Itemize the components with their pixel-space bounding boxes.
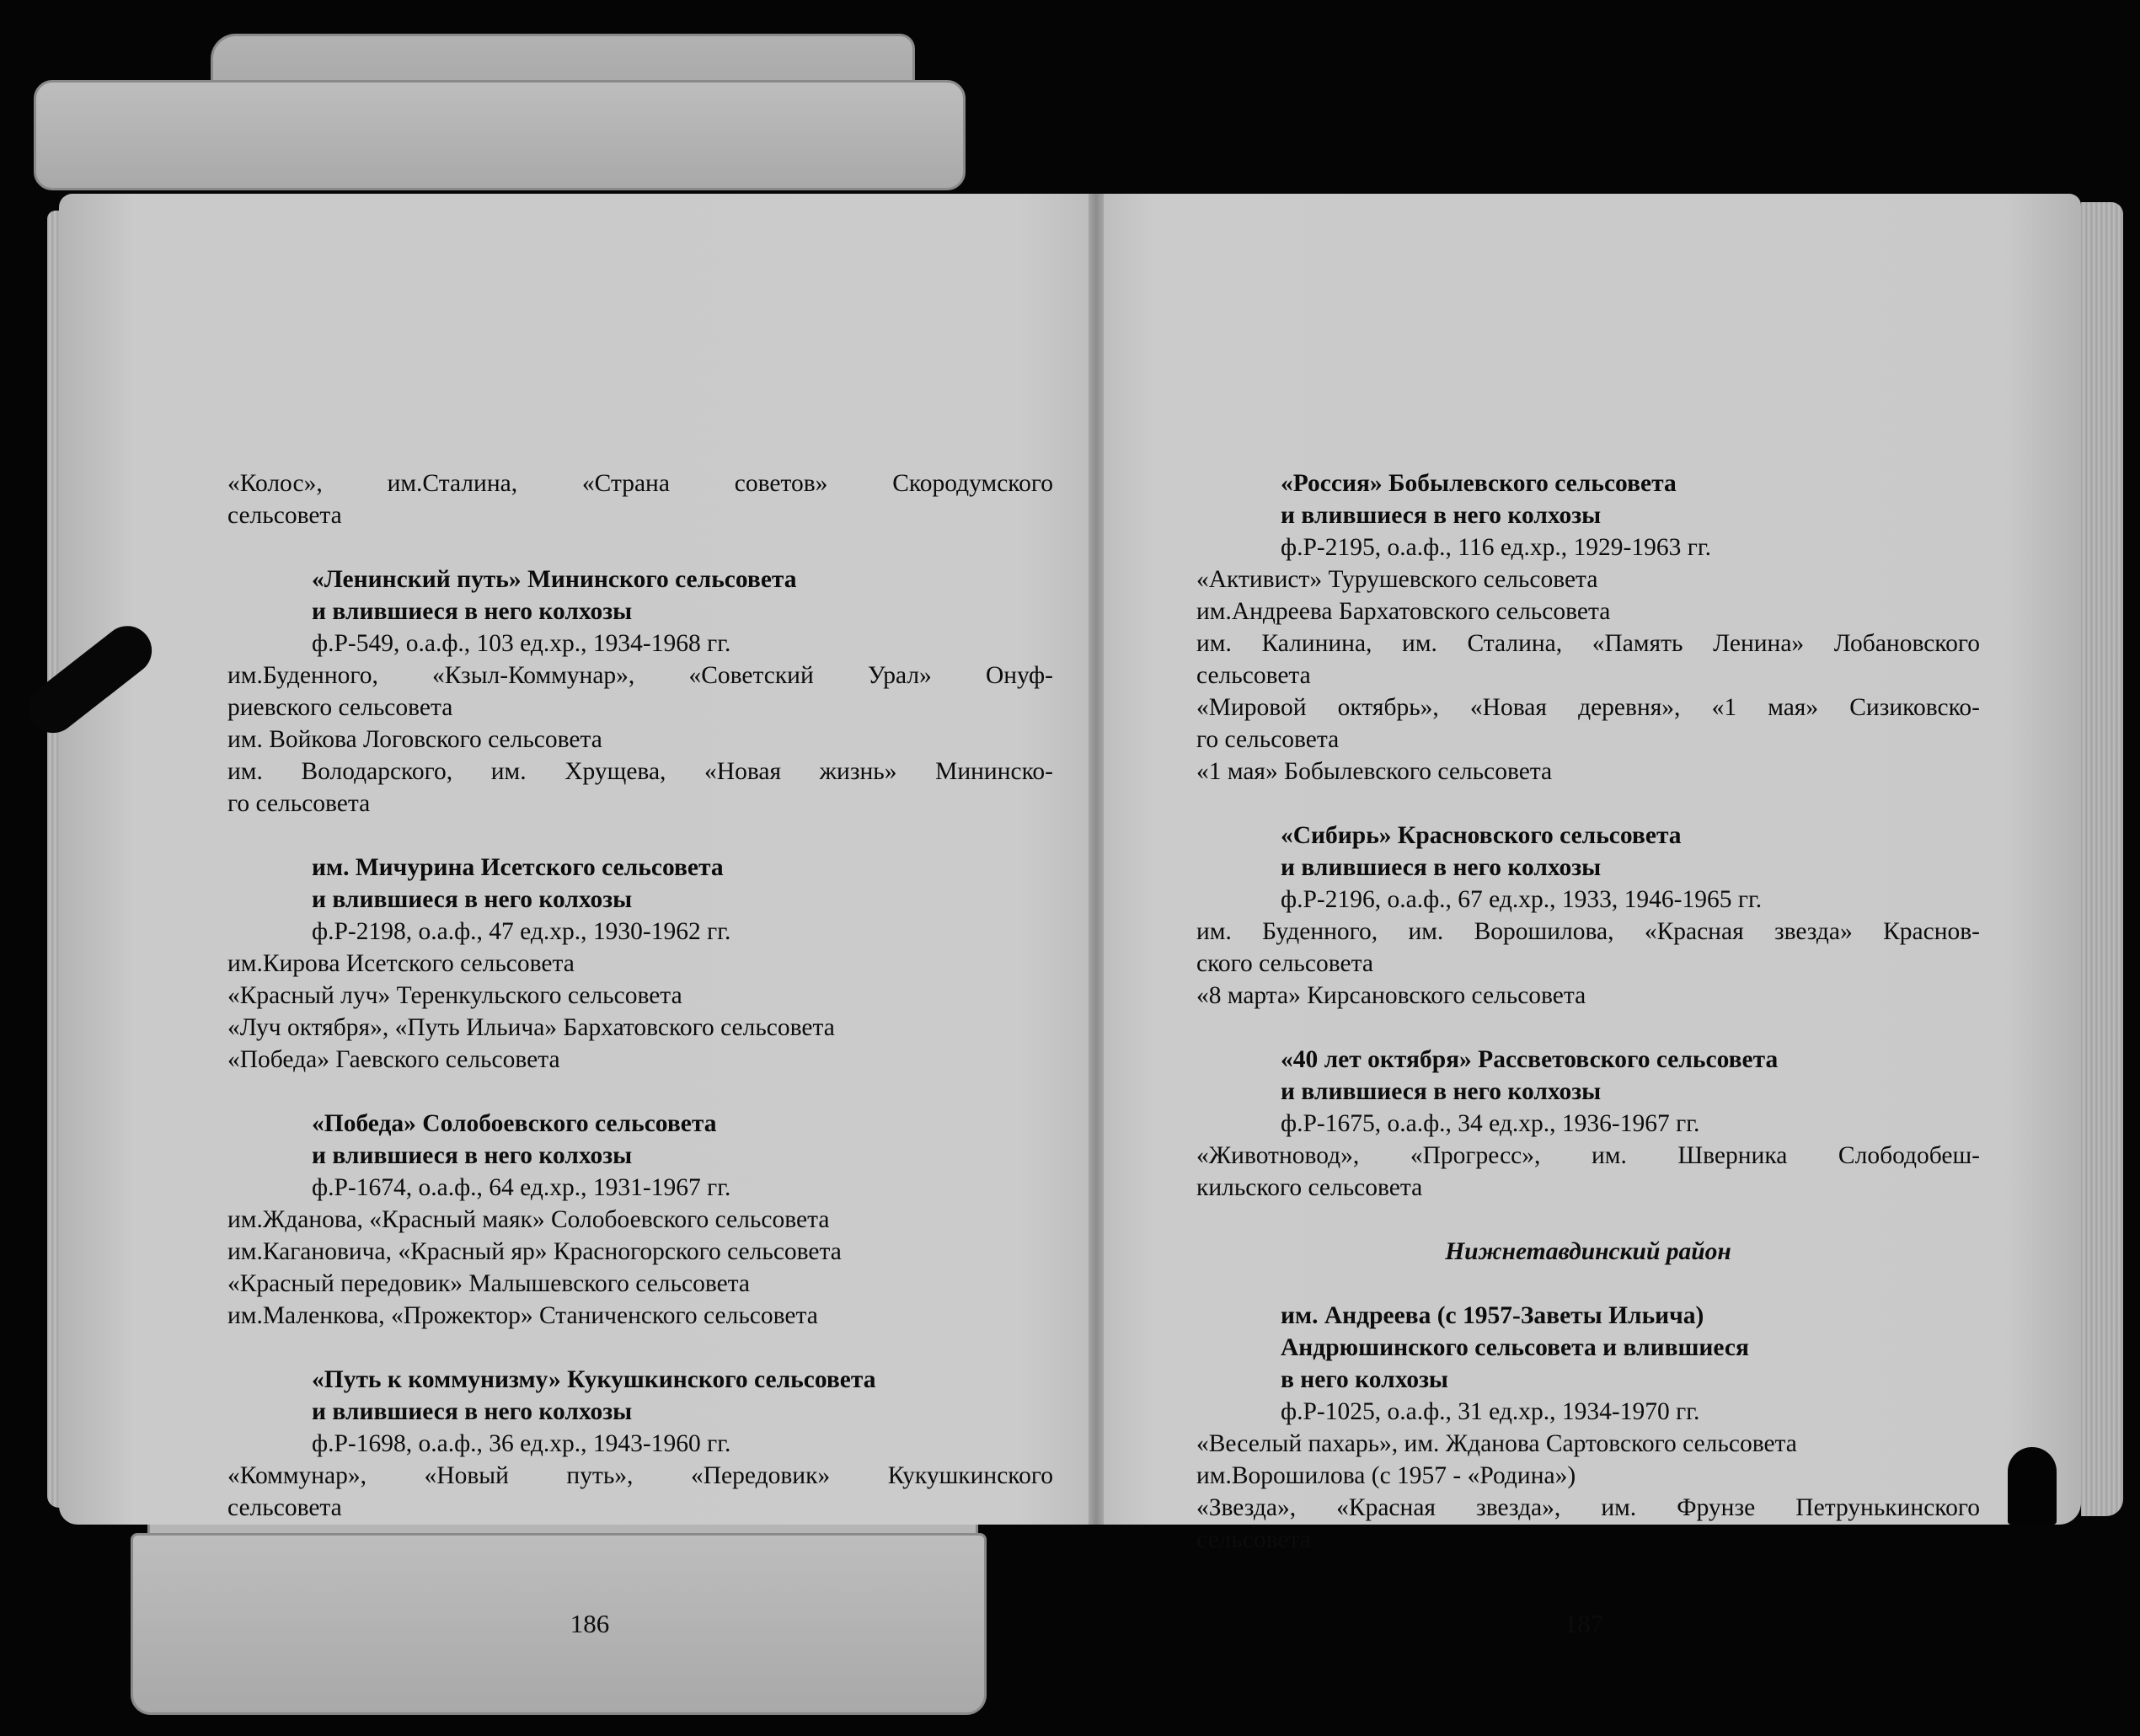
blank-line [1196, 1204, 1980, 1236]
fond-reference: ф.Р-1698, о.а.ф., 36 ед.хр., 1943-1960 гг. [312, 1430, 731, 1457]
text-line: им. Войкова Логовского сельсовета [227, 726, 602, 753]
blank-line [1196, 1268, 1980, 1300]
text-line: им. Калинина, им. Сталина, «Память Ленина» Лобановского [1196, 630, 1980, 657]
text-line: риевского сельсовета [227, 694, 453, 721]
text-line: го сельсовета [227, 790, 371, 817]
text-line: «Животновод», «Прогресс», им. Шверника Слободобеш- [1196, 1142, 1980, 1169]
text-line: «Веселый пахарь», им. Жданова Сартовского сельсовета [1196, 1430, 1797, 1457]
collection-heading: им. Мичурина Исетского сельсовета [312, 854, 724, 881]
collection-heading: и влившиеся в него колхозы [1281, 854, 1602, 881]
right-page-text [1196, 467, 1980, 1556]
foam-support-top [34, 80, 966, 190]
collection-heading: и влившиеся в него колхозы [1281, 502, 1602, 529]
blank-line [1196, 788, 1980, 820]
collection-heading: «Ленинский путь» Мининского сельсовета [312, 566, 797, 593]
fond-reference: ф.Р-2195, о.а.ф., 116 ед.хр., 1929-1963 гг. [1281, 534, 1711, 561]
text-line: им.Маленкова, «Прожектор» Станиченского сельсовета [227, 1302, 818, 1329]
collection-heading: и влившиеся в него колхозы [312, 598, 633, 625]
page-edges-right [2081, 202, 2123, 1516]
text-line: «Звезда», «Красная звезда», им. Фрунзе Петрунькинского [1196, 1494, 1980, 1521]
page-tab [2008, 1447, 2057, 1525]
text-line: сельсовета [1196, 1526, 1311, 1553]
text-line: кильского сельсовета [1196, 1174, 1423, 1201]
collection-heading: и влившиеся в него колхозы [312, 886, 633, 913]
blank-line [1196, 1012, 1980, 1044]
collection-heading: «Сибирь» Красновского сельсовета [1281, 822, 1682, 849]
collection-heading: и влившиеся в него колхозы [312, 1142, 633, 1169]
text-line: «Мировой октябрь», «Новая деревня», «1 мая» Сизиковско- [1196, 694, 1980, 721]
text-line: го сельсовета [1196, 726, 1340, 753]
text-line: им.Кагановича, «Красный яр» Красногорского сельсовета [227, 1238, 842, 1265]
text-line: сельсовета [227, 1494, 342, 1521]
text-line: «Колос», им.Сталина, «Страна советов» Скородумского [227, 470, 1053, 497]
fond-reference: ф.Р-1025, о.а.ф., 31 ед.хр., 1934-1970 гг. [1281, 1398, 1700, 1425]
collection-heading: «Путь к коммунизму» Кукушкинского сельсовета [312, 1366, 876, 1393]
collection-heading: и влившиеся в него колхозы [1281, 1078, 1602, 1105]
collection-heading: «Россия» Бобылевского сельсовета [1281, 470, 1677, 497]
text-line: им.Кирова Исетского сельсовета [227, 950, 575, 977]
text-line: им. Буденного, им. Ворошилова, «Красная звезда» Краснов- [1196, 918, 1980, 945]
fond-reference: ф.Р-549, о.а.ф., 103 ед.хр., 1934-1968 гг. [312, 630, 731, 657]
collection-heading: «Победа» Солобоевского сельсовета [312, 1110, 717, 1137]
text-line: им.Буденного, «Кзыл-Коммунар», «Советский Урал» Онуф- [227, 662, 1053, 689]
fond-reference: ф.Р-2198, о.а.ф., 47 ед.хр., 1930-1962 гг. [312, 918, 731, 945]
text-line: «Победа» Гаевского сельсовета [227, 1046, 560, 1073]
collection-heading: Андрюшинского сельсовета и влившиеся [1281, 1334, 1749, 1361]
text-line: «Красный передовик» Малышевского сельсовета [227, 1270, 751, 1297]
left-page [59, 194, 1095, 1638]
text-line: им.Жданова, «Красный маяк» Солобоевского сельсовета [227, 1206, 830, 1233]
text-line: им.Андреева Бархатовского сельсовета [1196, 598, 1611, 625]
text-line: им. Володарского, им. Хрущева, «Новая жизнь» Мининско- [227, 758, 1053, 785]
text-line: «Красный луч» Теренкульского сельсовета [227, 982, 682, 1009]
page-number-left: 186 [570, 1609, 610, 1638]
text-line: «Луч октября», «Путь Ильича» Бархатовского сельсовета [227, 1014, 835, 1041]
book-spine [1089, 194, 1104, 1525]
text-line: «8 марта» Кирсановского сельсовета [1196, 982, 1586, 1009]
text-line: им.Ворошилова (с 1957 - «Родина») [1196, 1462, 1576, 1489]
page-number-right: 187 [1564, 1609, 1604, 1638]
text-line: «Коммунар», «Новый путь», «Передовик» Кукушкинского [227, 1462, 1053, 1489]
text-line: «1 мая» Бобылевского сельсовета [1196, 758, 1553, 785]
text-line: сельсовета [227, 502, 342, 529]
collection-heading: и влившиеся в него колхозы [312, 1398, 633, 1425]
collection-heading: им. Андреева (с 1957-Заветы Ильича) [1281, 1302, 1704, 1329]
right-page [1095, 194, 2081, 1638]
fond-reference: ф.Р-1675, о.а.ф., 34 ед.хр., 1936-1967 гг. [1281, 1110, 1700, 1137]
blank-line [227, 531, 1053, 564]
district-heading: Нижнетавдинский район [1445, 1238, 1731, 1265]
blank-line [227, 1332, 1053, 1364]
collection-heading: в него колхозы [1281, 1366, 1448, 1393]
fond-reference: ф.Р-2196, о.а.ф., 67 ед.хр., 1933, 1946-1965 гг. [1281, 886, 1763, 913]
fond-reference: ф.Р-1674, о.а.ф., 64 ед.хр., 1931-1967 гг. [312, 1174, 731, 1201]
blank-line [227, 1076, 1053, 1108]
blank-line [227, 820, 1053, 852]
text-line: «Активист» Турушевского сельсовета [1196, 566, 1598, 593]
text-line: ского сельсовета [1196, 950, 1373, 977]
text-line: сельсовета [1196, 662, 1311, 689]
left-page-text [227, 467, 1053, 1524]
collection-heading: «40 лет октября» Рассветовского сельсовета [1281, 1046, 1779, 1073]
